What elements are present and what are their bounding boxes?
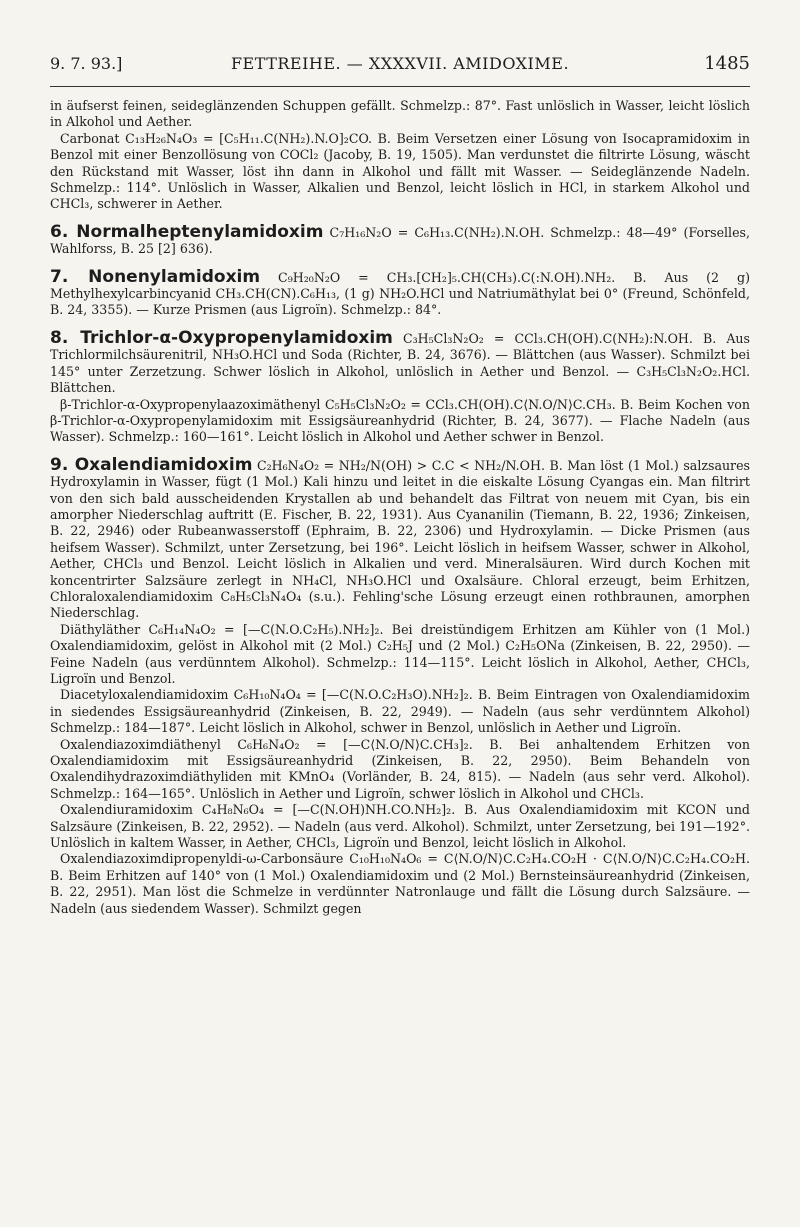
entry-text: C₃H₅Cl₃N₂O₂ = CCl₃.CH(OH).C(NH₂):N.OH. B. Aus Trichlormilchsäurenitril, NH₃O.HCl und Soda (Richter, B. 24, 3676). — Blättchen (aus Wasser). Schmilzt bei 145° unter Zerzetzung. Schwer löslich in Alkohol, unlöslich in Aether und Benzol. — C₃H₅Cl₃N₂O₂.HCl. Blättchen. xyxy=(50,330,750,396)
carbonat-paragraph: Carbonat C₁₃H₂₆N₄O₃ = [C₅H₁₁.C(NH₂).N.O]₂CO. B. Beim Versetzen einer Lösung von Isocapramidoxim in Benzol mit einer Benzollösung von COCl₂ (Jacoby, B. 19, 1505). Man verdunstet die filtrirte Lösung, wäscht den Rückstand mit Wasser, löst ihn dann in Alkohol und fällt mit Wasser. — Seideglänzende Nadeln. Schmelzp.: 114°. Unlöslich in Wasser, Alkalien und Benzol, leicht löslich in HCl, in starkem Alkohol und CHCl₃, schwerer in Aether. xyxy=(50,130,750,212)
header-section-title: FETTREIHE. — XXXXVII. AMIDOXIME. xyxy=(230,54,570,73)
entry-nonenylamidoxim xyxy=(50,266,750,319)
header-rule xyxy=(50,86,750,87)
entry-text: C₇H₁₆N₂O = C₆H₁₃.C(NH₂).N.OH. Schmelzp.: 48—49° (Forselles, Wahlforss, B. 25 [2] 636). xyxy=(50,224,750,257)
entry-trichlor-oxypropenylamidoxim xyxy=(50,327,750,397)
derivative-paragraph: β-Trichlor-α-Oxypropenylaazoximäthenyl C₅H₅Cl₃N₂O₂ = CCl₃.CH(OH).C⟨N.O/N⟩C.CH₃. B. Beim Kochen von β-Trichlor-α-Oxypropenylamidoxim mit Essigsäureanhydrid (Richter, B. 24, 3677). — Flache Nadeln (aus Wasser). Schmelzp.: 160—161°. Leicht löslich in Alkohol und Aether schwer in Benzol. xyxy=(50,396,750,445)
intro-paragraph: in äufserst feinen, seideglänzenden Schuppen gefällt. Schmelzp.: 87°. Fast unlöslich in Wasser, leicht löslich in Alkohol und Aether. xyxy=(50,98,750,130)
book-page xyxy=(50,0,750,1227)
derivative-paragraph: Diacetyloxalendiamidoxim C₆H₁₀N₄O₄ = [—C(N.O.C₂H₃O).NH₂]₂. B. Beim Eintragen von Oxalendiamidoxim in siedendes Essigsäureanhydrid (Zinkeisen, B. 22, 2949). — Nadeln (aus sehr verdünntem Alkohol) Schmelzp.: 184—187°. Leicht löslich in Alkohol, schwer in Benzol, unlöslich in Aether und Ligroïn. xyxy=(50,687,750,736)
entry-heading: 6. Normalheptenylamidoxim xyxy=(50,221,324,242)
entry-text: C₂H₆N₄O₂ = NH₂/N(OH) > C.C < NH₂/N.OH. B. Man löst (1 Mol.) salzsaures Hydroxylamin in Wasser, fügt (1 Mol.) Kali hinzu und leitet in die eiskalte Lösung Cyangas ein. Man filtrirt von den sich bald ausscheidenden Krystallen ab und behandelt das Filtrat von neuem mit Cyan, bis ein amorpher Niederschlag auftritt (E. Fischer, B. 22, 1931). Aus Cyananilin (Tiemann, B. 22, 1936; Zinkeisen, B. 22, 2946) oder Rubeanwasserstoff (Ephraim, B. 22, 2306) und Hydroxylamin. — Dicke Prismen (aus heifsem Wasser). Schmilzt, unter Zersetzung, bei 196°. Leicht löslich in heifsem Wasser, schwer in Alkohol, Aether, CHCl₃ und Benzol. Leicht löslich in Alkalien und verd. Mineralsäuren. Wird durch Kochen mit koncentrirter Salzsäure zerlegt in NH₄Cl, NH₃O.HCl und Oxalsäure. Chloral erzeugt, beim Erhitzen, Chloraloxalendiamidoxim C₈H₅Cl₃N₄O₄ (s.u.). Fehling'sche Lösung erzeugt einen rothbraunen, amorphen Niederschlag. xyxy=(50,457,750,621)
running-header xyxy=(50,53,750,80)
entry-normalheptenylamidoxim xyxy=(50,221,750,258)
page-body xyxy=(50,98,750,917)
entry-text: C₉H₂₀N₂O = CH₃.[CH₂]₅.CH(CH₃).C(:N.OH).NH₂. B. Aus (2 g) Methylhexylcarbincyanid CH₃.CH(CN).C₆H₁₃, (1 g) NH₂O.HCl und Natriumäthylat bei 0° (Freund, Schönfeld, B. 24, 3355). — Kurze Prismen (aus Ligroïn). Schmelzp.: 84°. xyxy=(50,269,750,318)
header-date: 9. 7. 93.] xyxy=(50,54,123,73)
entry-heading: 7. Nonenylamidoxim xyxy=(50,266,261,287)
entry-heading: 9. Oxalendiamidoxim xyxy=(50,454,253,475)
entry-heading: 8. Trichlor-α-Oxypropenylamidoxim xyxy=(50,327,393,348)
page-number: 1485 xyxy=(704,53,750,74)
derivative-paragraph: Oxalendiazoximdipropenyldi-ω-Carbonsäure C₁₀H₁₀N₄O₆ = C⟨N.O/N⟩C.C₂H₄.CO₂H · C⟨N.O/N⟩C.C₂H₄.CO₂H. B. Beim Erhitzen auf 140° von (1 Mol.) Oxalendiamidoxim und (2 Mol.) Bernsteinsäureanhydrid (Zinkeisen, B. 22, 2951). Man löst die Schmelze in verdünnter Natronlauge und fällt die Lösung durch Salzsäure. — Nadeln (aus siedendem Wasser). Schmilzt gegen xyxy=(50,851,750,916)
entry-oxalendiamidoxim xyxy=(50,454,750,622)
derivative-paragraph: Oxalendiazoximdiäthenyl C₆H₆N₄O₂ = [—C⟨N.O/N⟩C.CH₃]₂. B. Bei anhaltendem Erhitzen von Oxalendiamidoxim mit Essigsäureanhydrid (Zinkeisen, B. 22, 2950). Beim Behandeln von Oxalendihydrazoximdiäthyliden mit KMnO₄ (Vorländer, B. 24, 815). — Nadeln (aus sehr verd. Alkohol). Schmelzp.: 164—165°. Unlöslich in Aether und Ligroïn, schwer löslich in Alkohol und CHCl₃. xyxy=(50,736,750,801)
derivative-paragraph: Diäthyläther C₆H₁₄N₄O₂ = [—C(N.O.C₂H₅).NH₂]₂. Bei dreistündigem Erhitzen am Kühler von (1 Mol.) Oxalendiamidoxim, gelöst in Alkohol mit (2 Mol.) C₂H₅J und (2 Mol.) C₂H₅ONa (Zinkeisen, B. 22, 2950). — Feine Nadeln (aus verdünntem Alkohol). Schmelzp.: 114—115°. Leicht löslich in Alkohol, Aether, CHCl₃, Ligroïn und Benzol. xyxy=(50,621,750,686)
derivative-paragraph: Oxalendiuramidoxim C₄H₈N₆O₄ = [—C(N.OH)NH.CO.NH₂]₂. B. Aus Oxalendiamidoxim mit KCON und Salzsäure (Zinkeisen, B. 22, 2952). — Nadeln (aus verd. Alkohol). Schmilzt, unter Zersetzung, bei 191—192°. Unlöslich in kaltem Wasser, in Aether, CHCl₃, Ligroïn und Benzol, leicht löslich in Alkohol. xyxy=(50,802,750,851)
